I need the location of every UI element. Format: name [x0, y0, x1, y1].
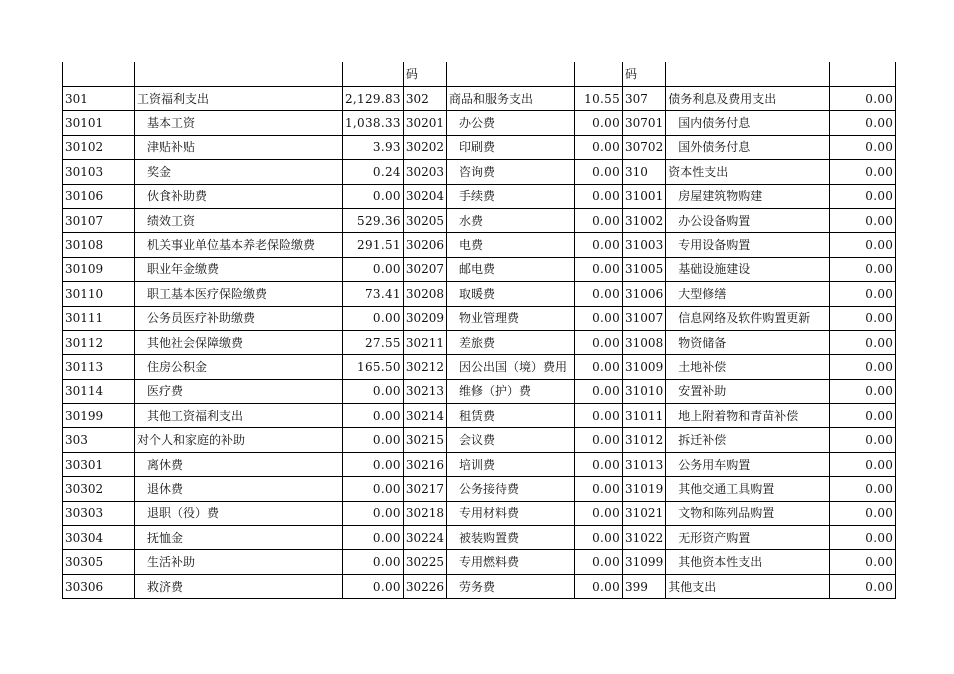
amount-cell: 291.51 — [343, 233, 404, 257]
account-name-cell: 办公费 — [447, 111, 575, 135]
account-code-cell: 30303 — [63, 501, 135, 525]
account-code-cell: 30301 — [63, 452, 135, 476]
account-code-cell: 31001 — [623, 184, 666, 208]
account-name-cell: 机关事业单位基本养老保险缴费 — [135, 233, 343, 257]
amount-cell: 0.00 — [830, 574, 896, 598]
amount-cell: 0.00 — [830, 428, 896, 452]
table-row — [63, 184, 896, 208]
account-code-cell: 30202 — [403, 135, 446, 159]
account-code-cell: 31006 — [623, 282, 666, 306]
account-code-cell: 399 — [623, 574, 666, 598]
amount-cell: 0.00 — [830, 184, 896, 208]
account-code-cell: 30306 — [63, 574, 135, 598]
account-name-cell: 离休费 — [135, 452, 343, 476]
account-name-cell: 维修（护）费 — [447, 379, 575, 403]
account-code-cell: 30207 — [403, 257, 446, 281]
account-name-cell: 电费 — [447, 233, 575, 257]
amount-cell: 0.00 — [575, 574, 623, 598]
account-code-cell: 30114 — [63, 379, 135, 403]
account-code-cell: 30206 — [403, 233, 446, 257]
account-code-cell: 30205 — [403, 208, 446, 232]
account-code-cell: 31022 — [623, 526, 666, 550]
account-code-cell: 30101 — [63, 111, 135, 135]
amount-cell: 0.00 — [343, 379, 404, 403]
table-row — [63, 160, 896, 184]
account-name-cell: 房屋建筑物购建 — [666, 184, 830, 208]
account-name-cell: 商品和服务支出 — [447, 87, 575, 111]
account-code-cell: 30702 — [623, 135, 666, 159]
account-code-cell: 30305 — [63, 550, 135, 574]
amount-cell: 0.00 — [830, 452, 896, 476]
account-code-cell: 30215 — [403, 428, 446, 452]
table-row — [63, 87, 896, 111]
amount-cell: 0.00 — [830, 233, 896, 257]
amount-cell: 0.00 — [343, 452, 404, 476]
table-row — [63, 574, 896, 598]
amount-cell: 2,129.83 — [343, 87, 404, 111]
header-cell — [63, 62, 135, 87]
account-code-cell: 30225 — [403, 550, 446, 574]
account-code-cell: 30218 — [403, 501, 446, 525]
account-name-cell: 奖金 — [135, 160, 343, 184]
amount-cell: 0.00 — [575, 111, 623, 135]
account-name-cell: 债务利息及费用支出 — [666, 87, 830, 111]
amount-cell: 0.00 — [343, 526, 404, 550]
amount-cell: 0.00 — [343, 306, 404, 330]
amount-cell: 0.00 — [830, 135, 896, 159]
amount-cell: 0.00 — [575, 160, 623, 184]
account-code-cell: 30224 — [403, 526, 446, 550]
amount-cell: 0.00 — [343, 550, 404, 574]
amount-cell: 0.00 — [575, 526, 623, 550]
amount-cell: 0.00 — [575, 135, 623, 159]
amount-cell: 27.55 — [343, 330, 404, 354]
amount-cell: 0.00 — [575, 452, 623, 476]
table-row — [63, 208, 896, 232]
header-cell — [343, 62, 404, 87]
account-code-cell: 302 — [403, 87, 446, 111]
account-code-cell: 30226 — [403, 574, 446, 598]
amount-cell: 0.00 — [830, 330, 896, 354]
account-code-cell: 31011 — [623, 404, 666, 428]
amount-cell: 0.00 — [830, 257, 896, 281]
account-name-cell: 退职（役）费 — [135, 501, 343, 525]
account-name-cell: 会议费 — [447, 428, 575, 452]
account-name-cell: 救济费 — [135, 574, 343, 598]
amount-cell: 0.00 — [830, 379, 896, 403]
account-code-cell: 30103 — [63, 160, 135, 184]
account-name-cell: 国外债务付息 — [666, 135, 830, 159]
table-row — [63, 526, 896, 550]
account-name-cell: 培训费 — [447, 452, 575, 476]
account-name-cell: 地上附着物和青苗补偿 — [666, 404, 830, 428]
header-cell — [830, 62, 896, 87]
account-name-cell: 其他支出 — [666, 574, 830, 598]
account-code-cell: 30204 — [403, 184, 446, 208]
account-name-cell: 资本性支出 — [666, 160, 830, 184]
amount-cell: 10.55 — [575, 87, 623, 111]
account-name-cell: 办公设备购置 — [666, 208, 830, 232]
account-name-cell: 物业管理费 — [447, 306, 575, 330]
account-name-cell: 因公出国（境）费用 — [447, 355, 575, 379]
amount-cell: 0.00 — [575, 257, 623, 281]
account-name-cell: 土地补偿 — [666, 355, 830, 379]
table-row — [63, 306, 896, 330]
table-row — [63, 404, 896, 428]
account-code-cell: 30111 — [63, 306, 135, 330]
table-row — [63, 233, 896, 257]
account-name-cell: 拆迁补偿 — [666, 428, 830, 452]
table-row — [63, 428, 896, 452]
account-name-cell: 被装购置费 — [447, 526, 575, 550]
account-name-cell: 津贴补贴 — [135, 135, 343, 159]
account-name-cell: 国内债务付息 — [666, 111, 830, 135]
account-code-cell: 30199 — [63, 404, 135, 428]
account-name-cell: 绩效工资 — [135, 208, 343, 232]
amount-cell: 165.50 — [343, 355, 404, 379]
table-row — [63, 111, 896, 135]
header-cell — [666, 62, 830, 87]
account-name-cell: 信息网络及软件购置更新 — [666, 306, 830, 330]
account-name-cell: 差旅费 — [447, 330, 575, 354]
amount-cell: 0.00 — [830, 501, 896, 525]
table-row — [63, 452, 896, 476]
account-name-cell: 物资储备 — [666, 330, 830, 354]
account-name-cell: 医疗费 — [135, 379, 343, 403]
account-code-cell: 30304 — [63, 526, 135, 550]
account-name-cell: 租赁费 — [447, 404, 575, 428]
account-code-cell: 30106 — [63, 184, 135, 208]
header-row — [63, 62, 896, 87]
header-code-cell: 码 — [403, 62, 446, 87]
amount-cell: 0.00 — [575, 355, 623, 379]
amount-cell: 0.00 — [575, 379, 623, 403]
amount-cell: 3.93 — [343, 135, 404, 159]
account-code-cell: 30212 — [403, 355, 446, 379]
account-code-cell: 30209 — [403, 306, 446, 330]
account-name-cell: 公务员医疗补助缴费 — [135, 306, 343, 330]
account-name-cell: 公务用车购置 — [666, 452, 830, 476]
account-name-cell: 专用材料费 — [447, 501, 575, 525]
header-code-cell: 码 — [623, 62, 666, 87]
amount-cell: 0.00 — [575, 550, 623, 574]
expenditure-table — [62, 62, 896, 599]
account-name-cell: 伙食补助费 — [135, 184, 343, 208]
account-code-cell: 30201 — [403, 111, 446, 135]
account-code-cell: 30211 — [403, 330, 446, 354]
table-row — [63, 282, 896, 306]
account-name-cell: 对个人和家庭的补助 — [135, 428, 343, 452]
account-name-cell: 基础设施建设 — [666, 257, 830, 281]
amount-cell: 0.00 — [830, 282, 896, 306]
account-code-cell: 30110 — [63, 282, 135, 306]
account-code-cell: 30214 — [403, 404, 446, 428]
account-code-cell: 30107 — [63, 208, 135, 232]
table-row — [63, 330, 896, 354]
amount-cell: 0.00 — [575, 306, 623, 330]
account-name-cell: 基本工资 — [135, 111, 343, 135]
account-code-cell: 31010 — [623, 379, 666, 403]
amount-cell: 0.00 — [343, 404, 404, 428]
amount-cell: 0.00 — [830, 160, 896, 184]
amount-cell: 0.00 — [830, 87, 896, 111]
account-code-cell: 31003 — [623, 233, 666, 257]
amount-cell: 0.00 — [830, 111, 896, 135]
amount-cell: 73.41 — [343, 282, 404, 306]
account-code-cell: 31013 — [623, 452, 666, 476]
account-code-cell: 31008 — [623, 330, 666, 354]
account-code-cell: 31099 — [623, 550, 666, 574]
amount-cell: 1,038.33 — [343, 111, 404, 135]
account-name-cell: 抚恤金 — [135, 526, 343, 550]
table-row — [63, 477, 896, 501]
account-code-cell: 307 — [623, 87, 666, 111]
amount-cell: 0.00 — [575, 233, 623, 257]
account-code-cell: 30102 — [63, 135, 135, 159]
amount-cell: 0.00 — [343, 501, 404, 525]
header-cell — [447, 62, 575, 87]
account-name-cell: 住房公积金 — [135, 355, 343, 379]
account-name-cell: 公务接待费 — [447, 477, 575, 501]
table-row — [63, 355, 896, 379]
account-name-cell: 退休费 — [135, 477, 343, 501]
account-name-cell: 其他工资福利支出 — [135, 404, 343, 428]
account-code-cell: 301 — [63, 87, 135, 111]
account-code-cell: 303 — [63, 428, 135, 452]
header-cell — [575, 62, 623, 87]
amount-cell: 0.00 — [575, 184, 623, 208]
amount-cell: 0.00 — [830, 526, 896, 550]
account-code-cell: 31012 — [623, 428, 666, 452]
account-name-cell: 劳务费 — [447, 574, 575, 598]
account-code-cell: 30108 — [63, 233, 135, 257]
account-name-cell: 生活补助 — [135, 550, 343, 574]
account-code-cell: 31007 — [623, 306, 666, 330]
account-name-cell: 其他资本性支出 — [666, 550, 830, 574]
amount-cell: 0.00 — [575, 208, 623, 232]
account-name-cell: 专用燃料费 — [447, 550, 575, 574]
account-name-cell: 印刷费 — [447, 135, 575, 159]
account-code-cell: 31002 — [623, 208, 666, 232]
account-code-cell: 30213 — [403, 379, 446, 403]
account-code-cell: 30113 — [63, 355, 135, 379]
amount-cell: 0.00 — [830, 306, 896, 330]
account-code-cell: 31021 — [623, 501, 666, 525]
amount-cell: 0.00 — [575, 330, 623, 354]
amount-cell: 0.00 — [343, 257, 404, 281]
account-code-cell: 31019 — [623, 477, 666, 501]
amount-cell: 0.00 — [343, 184, 404, 208]
account-code-cell: 30109 — [63, 257, 135, 281]
table-row — [63, 379, 896, 403]
table-row — [63, 135, 896, 159]
account-code-cell: 30216 — [403, 452, 446, 476]
amount-cell: 0.00 — [343, 477, 404, 501]
account-name-cell: 专用设备购置 — [666, 233, 830, 257]
account-name-cell: 咨询费 — [447, 160, 575, 184]
account-code-cell: 30217 — [403, 477, 446, 501]
account-code-cell: 30208 — [403, 282, 446, 306]
header-cell — [135, 62, 343, 87]
account-code-cell: 30302 — [63, 477, 135, 501]
amount-cell: 0.00 — [575, 477, 623, 501]
account-name-cell: 工资福利支出 — [135, 87, 343, 111]
amount-cell: 0.00 — [830, 355, 896, 379]
table-row — [63, 501, 896, 525]
account-name-cell: 手续费 — [447, 184, 575, 208]
account-name-cell: 其他交通工具购置 — [666, 477, 830, 501]
amount-cell: 0.00 — [575, 428, 623, 452]
amount-cell: 0.00 — [830, 404, 896, 428]
amount-cell: 0.00 — [343, 574, 404, 598]
account-name-cell: 安置补助 — [666, 379, 830, 403]
account-code-cell: 30701 — [623, 111, 666, 135]
amount-cell: 0.00 — [830, 208, 896, 232]
table-row — [63, 550, 896, 574]
table-body — [63, 62, 896, 599]
amount-cell: 0.00 — [830, 477, 896, 501]
amount-cell: 0.00 — [575, 404, 623, 428]
account-code-cell: 31009 — [623, 355, 666, 379]
amount-cell: 0.00 — [575, 282, 623, 306]
account-name-cell: 职业年金缴费 — [135, 257, 343, 281]
table-row — [63, 257, 896, 281]
account-name-cell: 邮电费 — [447, 257, 575, 281]
account-name-cell: 无形资产购置 — [666, 526, 830, 550]
account-code-cell: 31005 — [623, 257, 666, 281]
amount-cell: 0.24 — [343, 160, 404, 184]
account-name-cell: 水费 — [447, 208, 575, 232]
account-code-cell: 310 — [623, 160, 666, 184]
account-code-cell: 30203 — [403, 160, 446, 184]
account-name-cell: 取暖费 — [447, 282, 575, 306]
account-name-cell: 其他社会保障缴费 — [135, 330, 343, 354]
account-name-cell: 大型修缮 — [666, 282, 830, 306]
amount-cell: 0.00 — [575, 501, 623, 525]
amount-cell: 0.00 — [830, 550, 896, 574]
amount-cell: 529.36 — [343, 208, 404, 232]
amount-cell: 0.00 — [343, 428, 404, 452]
account-name-cell: 职工基本医疗保险缴费 — [135, 282, 343, 306]
account-name-cell: 文物和陈列品购置 — [666, 501, 830, 525]
account-code-cell: 30112 — [63, 330, 135, 354]
